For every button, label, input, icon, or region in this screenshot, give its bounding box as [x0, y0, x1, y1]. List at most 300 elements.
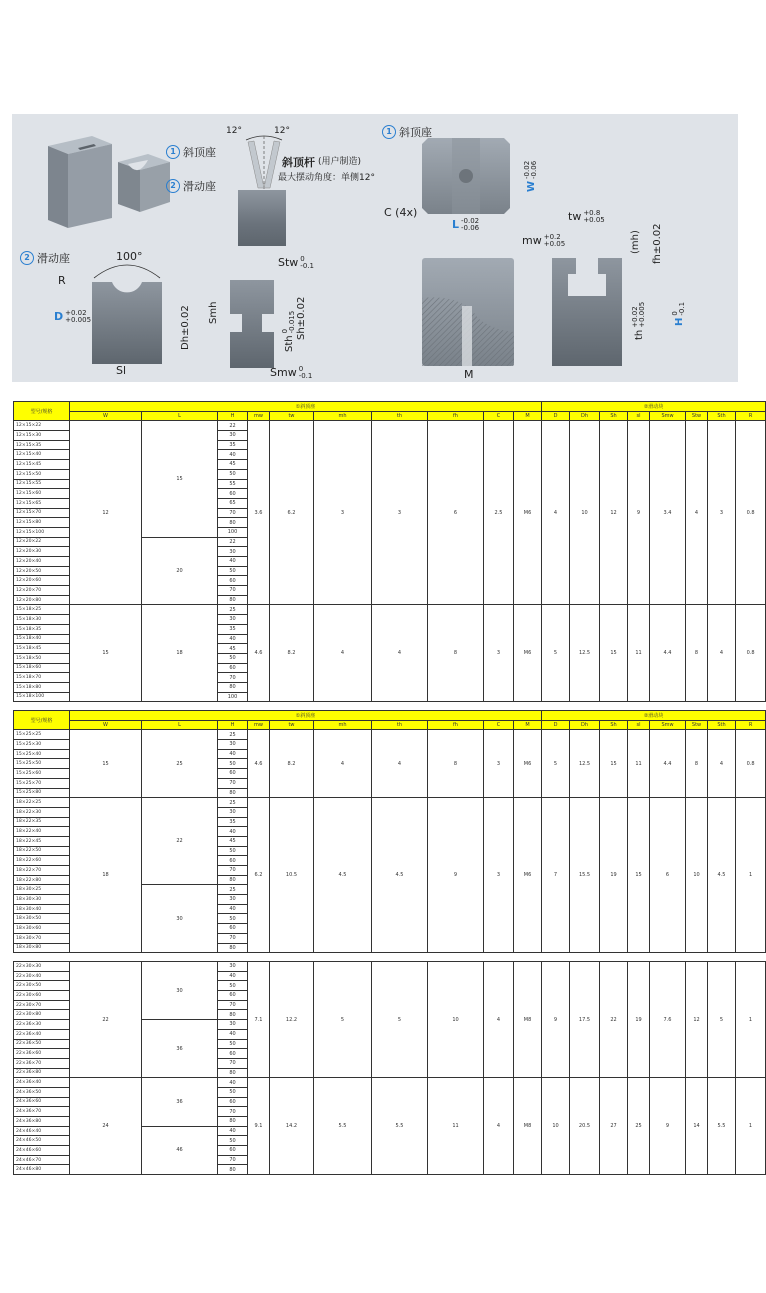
column-header: th [372, 720, 428, 730]
param-cell: 4 [708, 605, 736, 702]
param-cell: 1 [736, 962, 766, 1078]
H-cell: 80 [218, 595, 248, 605]
model-cell: 12×15×70 [14, 508, 70, 518]
model-cell: 15×18×25 [14, 605, 70, 615]
param-cell: 4 [314, 605, 372, 702]
H-cell: 80 [218, 1068, 248, 1078]
model-cell: 24×36×80 [14, 1117, 70, 1127]
table-row [14, 605, 766, 615]
H-cell: 60 [218, 576, 248, 586]
param-cell: 19 [628, 962, 650, 1078]
L-cell: 36 [142, 1020, 218, 1078]
inclined-seat-front [552, 258, 622, 366]
model-cell: 15×18×30 [14, 615, 70, 625]
iso-slider-block [118, 154, 170, 212]
label-inclined-seat: 1 斜顶座 [166, 144, 216, 160]
model-cell: 22×36×60 [14, 1049, 70, 1059]
model-cell: 24×46×60 [14, 1146, 70, 1156]
param-cell: 10.5 [270, 798, 314, 953]
param-cell: 12.5 [570, 605, 600, 702]
model-cell: 22×30×30 [14, 962, 70, 972]
H-cell: 45 [218, 836, 248, 846]
H-cell: 80 [218, 1117, 248, 1127]
param-cell: 7.6 [650, 962, 686, 1078]
param-cell: 0.8 [736, 421, 766, 605]
H-cell: 60 [218, 1049, 248, 1059]
H-cell: 30 [218, 547, 248, 557]
dim-Smh: Smh [208, 301, 219, 324]
param-cell: 8 [428, 730, 484, 798]
H-cell: 70 [218, 778, 248, 788]
column-header: tw [270, 411, 314, 421]
H-cell: 80 [218, 1165, 248, 1175]
dim-H: H 0 -0.1 [671, 301, 686, 326]
H-cell: 35 [218, 440, 248, 450]
model-cell: 24×36×50 [14, 1087, 70, 1097]
L-cell: 46 [142, 1126, 218, 1174]
model-cell: 12×15×35 [14, 440, 70, 450]
model-cell: 12×20×60 [14, 576, 70, 586]
H-cell: 80 [218, 875, 248, 885]
H-cell: 70 [218, 508, 248, 518]
param-cell: 8.2 [270, 730, 314, 798]
param-cell: M6 [514, 421, 542, 605]
L-cell: 36 [142, 1078, 218, 1126]
table-row [14, 1078, 766, 1088]
param-cell: 9 [628, 421, 650, 605]
model-cell: 22×30×70 [14, 1000, 70, 1010]
model-cell: 18×30×40 [14, 904, 70, 914]
column-header: Sth [708, 720, 736, 730]
param-cell: 10 [428, 962, 484, 1078]
param-cell: 9 [428, 798, 484, 953]
model-cell: 24×36×60 [14, 1097, 70, 1107]
H-cell: 60 [218, 991, 248, 1001]
param-cell: 4 [484, 962, 514, 1078]
param-cell: 9 [650, 1078, 686, 1175]
param-cell: 3 [484, 798, 514, 953]
label-slide-seat: 2 滑动座 [166, 178, 216, 194]
column-header: L [142, 720, 218, 730]
param-cell: 15 [600, 605, 628, 702]
H-cell: 70 [218, 1155, 248, 1165]
model-cell: 15×25×25 [14, 730, 70, 740]
W-cell: 24 [70, 1078, 142, 1175]
param-cell: 12.5 [570, 730, 600, 798]
H-cell: 40 [218, 904, 248, 914]
dim-R: R [58, 274, 66, 287]
H-cell: 22 [218, 421, 248, 431]
H-cell: 60 [218, 769, 248, 779]
H-cell: 45 [218, 460, 248, 470]
param-cell: 4 [372, 730, 428, 798]
spec-table-1 [13, 401, 766, 702]
param-cell: 6.2 [248, 798, 270, 953]
H-cell: 25 [218, 730, 248, 740]
model-cell: 12×15×22 [14, 421, 70, 431]
model-cell: 12×15×55 [14, 479, 70, 489]
param-cell: M6 [514, 730, 542, 798]
param-cell: 4 [686, 421, 708, 605]
param-cell: 6 [650, 798, 686, 953]
label-inclined-seat-2: 1 斜顶座 [382, 124, 432, 140]
H-cell: 60 [218, 1097, 248, 1107]
H-cell: 60 [218, 924, 248, 934]
model-cell: 18×22×25 [14, 798, 70, 808]
model-cell: 22×36×70 [14, 1058, 70, 1068]
H-cell: 70 [218, 586, 248, 596]
param-cell: 4 [314, 730, 372, 798]
model-cell: 18×22×50 [14, 846, 70, 856]
W-cell: 18 [70, 798, 142, 953]
spec-table-2 [13, 710, 766, 953]
model-cell: 22×36×80 [14, 1068, 70, 1078]
dim-mw: mw +0.2 +0.05 [522, 233, 566, 248]
param-cell: M8 [514, 962, 542, 1078]
model-cell: 15×18×60 [14, 663, 70, 673]
param-cell: 6 [428, 421, 484, 605]
model-cell: 15×18×70 [14, 673, 70, 683]
dim-C4x: C (4x) [384, 206, 418, 219]
H-cell: 50 [218, 1039, 248, 1049]
dim-mh: (mh) [630, 230, 641, 254]
column-header: th [372, 411, 428, 421]
angle-100: 100° [116, 250, 143, 263]
H-cell: 50 [218, 914, 248, 924]
param-cell: M8 [514, 1078, 542, 1175]
W-cell: 15 [70, 730, 142, 798]
model-cell: 15×18×45 [14, 644, 70, 654]
param-cell: 4.4 [650, 730, 686, 798]
model-cell: 18×22×30 [14, 807, 70, 817]
param-cell: 19 [600, 798, 628, 953]
H-cell: 40 [218, 1126, 248, 1136]
model-cell: 24×46×70 [14, 1155, 70, 1165]
L-cell: 15 [142, 421, 218, 537]
model-cell: 12×20×40 [14, 557, 70, 567]
H-cell: 30 [218, 740, 248, 750]
H-cell: 60 [218, 856, 248, 866]
model-cell: 15×25×50 [14, 759, 70, 769]
model-cell: 22×36×30 [14, 1020, 70, 1030]
param-cell: 4.6 [248, 605, 270, 702]
column-header: Smw [650, 411, 686, 421]
column-header: mh [314, 411, 372, 421]
H-cell: 40 [218, 1078, 248, 1088]
model-cell: 24×46×50 [14, 1136, 70, 1146]
param-cell: 5 [542, 730, 570, 798]
model-cell: 18×22×45 [14, 836, 70, 846]
H-cell: 60 [218, 1146, 248, 1156]
L-cell: 30 [142, 962, 218, 1020]
param-cell: 5.5 [372, 1078, 428, 1175]
dim-fh: fh±0.02 [652, 223, 663, 264]
param-cell: 4.5 [372, 798, 428, 953]
column-header: D [542, 411, 570, 421]
column-header: Stw [686, 720, 708, 730]
param-cell: 9 [542, 962, 570, 1078]
section-blank: 型号/规格 [14, 711, 70, 730]
H-cell: 50 [218, 1087, 248, 1097]
H-cell: 65 [218, 498, 248, 508]
H-cell: 50 [218, 981, 248, 991]
column-header: M [514, 411, 542, 421]
param-cell: 4 [484, 1078, 514, 1175]
section-label-slide-block: ②滑动块 [542, 711, 766, 721]
model-cell: 12×20×30 [14, 547, 70, 557]
param-cell: 3 [484, 605, 514, 702]
model-cell: 12×20×80 [14, 595, 70, 605]
param-cell: 2.5 [484, 421, 514, 605]
inclined-seat-section [422, 258, 514, 366]
model-cell: 12×20×50 [14, 566, 70, 576]
param-cell: 8.2 [270, 605, 314, 702]
dim-th: th +0.02 +0.005 [631, 301, 646, 340]
param-cell: 7 [542, 798, 570, 953]
column-header: R [736, 720, 766, 730]
dim-Sh: Sh±0.02 [296, 296, 307, 340]
H-cell: 30 [218, 807, 248, 817]
H-cell: 40 [218, 971, 248, 981]
column-header: H [218, 411, 248, 421]
model-cell: 18×30×50 [14, 914, 70, 924]
param-cell: 9.1 [248, 1078, 270, 1175]
model-cell: 18×30×60 [14, 924, 70, 934]
H-cell: 80 [218, 518, 248, 528]
H-cell: 70 [218, 1000, 248, 1010]
column-header: Sh [600, 720, 628, 730]
param-cell: 12 [686, 962, 708, 1078]
H-cell: 80 [218, 1010, 248, 1020]
param-cell: 10 [570, 421, 600, 605]
W-cell: 15 [70, 605, 142, 702]
H-cell: 100 [218, 692, 248, 702]
model-cell: 18×22×40 [14, 827, 70, 837]
column-header: D [542, 720, 570, 730]
param-cell: 5 [708, 962, 736, 1078]
H-cell: 40 [218, 557, 248, 567]
rod-note: (用户制造) [318, 157, 362, 167]
model-cell: 18×30×80 [14, 943, 70, 953]
H-cell: 70 [218, 673, 248, 683]
model-cell: 15×25×30 [14, 740, 70, 750]
param-cell: 3 [484, 730, 514, 798]
model-cell: 12×15×100 [14, 527, 70, 537]
model-cell: 15×18×40 [14, 634, 70, 644]
model-cell: 18×22×35 [14, 817, 70, 827]
section-label-inclined-seat: ①斜顶座 [70, 402, 542, 412]
param-cell: 27 [600, 1078, 628, 1175]
model-cell: 15×18×100 [14, 692, 70, 702]
dim-Sth: Sth 0 -0.015 [281, 310, 296, 352]
dim-D: D +0.02 +0.005 [54, 309, 92, 324]
param-cell: 12 [600, 421, 628, 605]
param-cell: 6.2 [270, 421, 314, 605]
W-cell: 12 [70, 421, 142, 605]
model-cell: 18×22×60 [14, 856, 70, 866]
column-header: H [218, 720, 248, 730]
H-cell: 80 [218, 788, 248, 798]
param-cell: 10 [542, 1078, 570, 1175]
L-cell: 22 [142, 798, 218, 885]
model-cell: 15×25×80 [14, 788, 70, 798]
L-cell: 18 [142, 605, 218, 702]
model-cell: 15×25×40 [14, 749, 70, 759]
rod-seat-block [238, 190, 286, 246]
param-cell: M6 [514, 605, 542, 702]
column-header: W [70, 411, 142, 421]
model-cell: 12×15×60 [14, 489, 70, 499]
model-cell: 12×15×65 [14, 498, 70, 508]
H-cell: 40 [218, 749, 248, 759]
section-label-inclined-seat: ①斜顶座 [70, 711, 542, 721]
H-cell: 70 [218, 1107, 248, 1117]
param-cell: 4 [542, 421, 570, 605]
param-cell: 15 [600, 730, 628, 798]
H-cell: 50 [218, 759, 248, 769]
model-cell: 18×30×30 [14, 895, 70, 905]
H-cell: 22 [218, 537, 248, 547]
param-cell: 1 [736, 1078, 766, 1175]
model-cell: 22×30×50 [14, 981, 70, 991]
H-cell: 60 [218, 489, 248, 499]
H-cell: 40 [218, 827, 248, 837]
param-cell: 5 [542, 605, 570, 702]
model-cell: 12×20×70 [14, 586, 70, 596]
column-header: mw [248, 720, 270, 730]
dim-Stw: Stw 0 -0.1 [278, 255, 314, 270]
L-cell: 20 [142, 537, 218, 605]
H-cell: 50 [218, 846, 248, 856]
swing-note: 最大摆动角度：单侧12° [278, 173, 375, 183]
column-header: mw [248, 411, 270, 421]
column-header: C [484, 720, 514, 730]
H-cell: 50 [218, 469, 248, 479]
param-cell: 4 [372, 605, 428, 702]
param-cell: 14 [686, 1078, 708, 1175]
model-cell: 12×15×45 [14, 460, 70, 470]
model-cell: 12×20×22 [14, 537, 70, 547]
model-cell: 18×22×80 [14, 875, 70, 885]
param-cell: 4.5 [708, 798, 736, 953]
H-cell: 40 [218, 450, 248, 460]
column-header: C [484, 411, 514, 421]
model-cell: 24×46×40 [14, 1126, 70, 1136]
H-cell: 55 [218, 479, 248, 489]
param-cell: 11 [628, 605, 650, 702]
dim-L: L -0.02 -0.06 [452, 217, 480, 232]
column-header: R [736, 411, 766, 421]
column-header: Dh [570, 720, 600, 730]
param-cell: 4 [708, 730, 736, 798]
model-cell: 15×25×60 [14, 769, 70, 779]
param-cell: 25 [628, 1078, 650, 1175]
table-row [14, 798, 766, 808]
param-cell: 5.5 [314, 1078, 372, 1175]
column-header: fh [428, 411, 484, 421]
model-cell: 18×30×70 [14, 933, 70, 943]
param-cell: 3.6 [248, 421, 270, 605]
param-cell: 8 [686, 730, 708, 798]
H-cell: 80 [218, 682, 248, 692]
H-cell: 50 [218, 653, 248, 663]
H-cell: 30 [218, 431, 248, 441]
drawing-panel [12, 114, 738, 382]
param-cell: 20.5 [570, 1078, 600, 1175]
H-cell: 100 [218, 527, 248, 537]
H-cell: 70 [218, 933, 248, 943]
H-cell: 25 [218, 885, 248, 895]
model-cell: 22×36×40 [14, 1029, 70, 1039]
angle-left: 12° [226, 126, 242, 136]
model-cell: 12×15×80 [14, 518, 70, 528]
dim-Sl: Sl [116, 364, 127, 377]
H-cell: 80 [218, 943, 248, 953]
H-cell: 30 [218, 962, 248, 972]
model-cell: 18×30×25 [14, 885, 70, 895]
model-cell: 24×46×80 [14, 1165, 70, 1175]
table-row [14, 421, 766, 431]
param-cell: 3 [314, 421, 372, 605]
section-label-slide-block: ②滑动块 [542, 402, 766, 412]
param-cell: 3 [708, 421, 736, 605]
param-cell: 3.4 [650, 421, 686, 605]
model-cell: 15×18×50 [14, 653, 70, 663]
param-cell: 0.8 [736, 605, 766, 702]
model-cell: 18×22×70 [14, 866, 70, 876]
H-cell: 30 [218, 1020, 248, 1030]
model-cell: 22×30×80 [14, 1010, 70, 1020]
column-header: sl [628, 411, 650, 421]
dim-Smw: Smw 0 -0.1 [270, 365, 313, 380]
H-cell: 30 [218, 895, 248, 905]
model-cell: 22×36×50 [14, 1039, 70, 1049]
dim-W: W -0.02 -0.06 [523, 160, 538, 192]
model-cell: 24×36×40 [14, 1078, 70, 1088]
W-cell: 22 [70, 962, 142, 1078]
model-cell: 15×25×70 [14, 778, 70, 788]
slide-seat-front [92, 282, 162, 364]
column-header: Smw [650, 720, 686, 730]
param-cell: 1 [736, 798, 766, 953]
param-cell: 4.5 [314, 798, 372, 953]
H-cell: 50 [218, 566, 248, 576]
param-cell: 22 [600, 962, 628, 1078]
param-cell: 3 [372, 421, 428, 605]
H-cell: 40 [218, 1029, 248, 1039]
dim-tw: tw +0.8 +0.05 [568, 209, 605, 224]
model-cell: 12×15×30 [14, 431, 70, 441]
angle-100-arc [90, 258, 164, 282]
L-cell: 30 [142, 885, 218, 953]
param-cell: 7.1 [248, 962, 270, 1078]
model-cell: 12×15×40 [14, 450, 70, 460]
param-cell: 12.2 [270, 962, 314, 1078]
param-cell: M6 [514, 798, 542, 953]
section-blank: 型号/规格 [14, 402, 70, 421]
H-cell: 30 [218, 615, 248, 625]
column-header: sl [628, 720, 650, 730]
column-header: L [142, 411, 218, 421]
param-cell: 15 [628, 798, 650, 953]
model-cell: 15×18×35 [14, 624, 70, 634]
column-header: Stw [686, 411, 708, 421]
column-header: tw [270, 720, 314, 730]
column-header: Sth [708, 411, 736, 421]
model-cell: 22×30×60 [14, 991, 70, 1001]
table-row [14, 962, 766, 972]
model-cell: 15×18×80 [14, 682, 70, 692]
